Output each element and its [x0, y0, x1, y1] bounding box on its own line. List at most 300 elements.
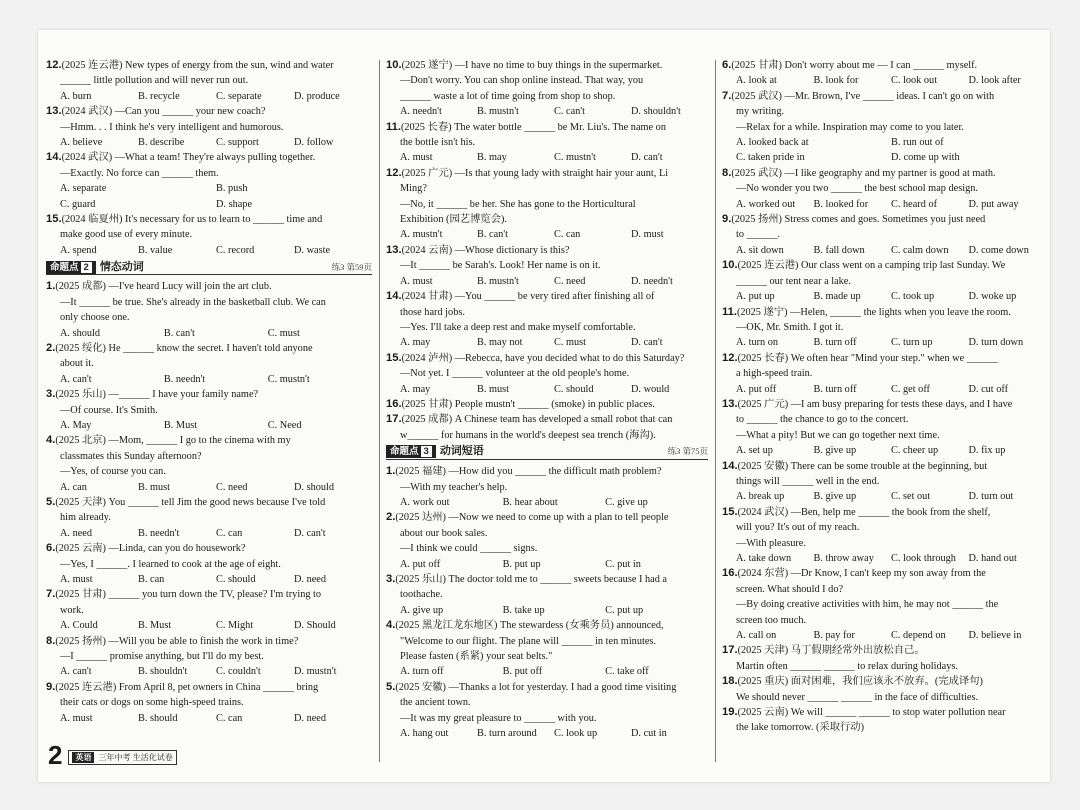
answer-option[interactable]: C. can — [216, 527, 243, 539]
answer-option[interactable]: B. take up — [502, 604, 545, 616]
answer-option[interactable]: D. should — [294, 481, 335, 493]
answer-option[interactable]: D. woke up — [968, 291, 1017, 303]
answer-option[interactable]: C. cheer up — [891, 445, 939, 457]
question-line — [722, 643, 1046, 658]
question-text: (2025 甘肃) People mustn't ______ (smoke) in public places. — [401, 398, 655, 410]
question-line — [386, 181, 708, 196]
question-text: toothache. — [400, 589, 443, 601]
question-line — [722, 89, 1046, 104]
question-item — [46, 279, 372, 341]
question-line — [46, 403, 372, 418]
answer-option[interactable]: A. spend — [60, 244, 97, 256]
question-number: 2. — [386, 511, 396, 524]
answer-option[interactable]: B. should — [138, 712, 178, 724]
question-text: screen too much. — [736, 614, 807, 626]
answer-option[interactable]: A. turn off — [400, 666, 444, 678]
question-line — [386, 120, 708, 135]
question-text: (2025 扬州) Stress comes and goes. Sometimes you just need — [731, 214, 986, 226]
answer-options — [722, 135, 1046, 150]
question-item — [46, 104, 372, 150]
answer-option[interactable]: C. separate — [216, 90, 262, 102]
question-line — [386, 289, 708, 304]
answer-options — [722, 150, 1046, 165]
answer-options — [46, 243, 372, 258]
answer-option[interactable]: A. can — [60, 481, 87, 493]
question-number: 10. — [386, 59, 402, 71]
question-number: 8. — [46, 634, 56, 647]
answer-options — [722, 489, 1046, 504]
answer-option[interactable]: A. give up — [400, 604, 444, 616]
answer-option[interactable]: C. should — [216, 574, 256, 585]
question-text: —With pleasure. — [736, 537, 806, 549]
answer-option[interactable]: A. should — [60, 327, 101, 339]
question-line — [46, 73, 372, 88]
answer-option[interactable]: A. must — [400, 275, 433, 287]
answer-option[interactable]: D. mustn't — [294, 666, 337, 678]
answer-option[interactable]: D. follow — [294, 137, 334, 149]
answer-option[interactable]: B. can't — [163, 327, 195, 339]
answer-option[interactable]: C. set out — [891, 491, 931, 503]
answer-option[interactable]: B. throw away — [813, 553, 874, 564]
answer-option[interactable]: B. turn off — [813, 383, 857, 395]
answer-option[interactable]: C. need — [216, 481, 248, 493]
answer-option[interactable]: B. looked for — [813, 198, 869, 210]
question-item — [386, 572, 708, 618]
question-text: classmates this Sunday afternoon? — [60, 450, 202, 462]
answer-option[interactable]: C. look out — [891, 75, 938, 87]
question-line — [722, 428, 1046, 443]
question-line — [46, 449, 372, 464]
answer-option[interactable]: D. believe in — [968, 630, 1022, 642]
section-title-group — [386, 444, 484, 459]
answer-option[interactable]: D. shape — [216, 198, 253, 210]
answer-option[interactable]: B. put off — [502, 666, 543, 678]
question-text: (2025 重庆) 面对困难，我们应该永不放弃。(完成译句) — [737, 676, 983, 688]
section-tag-number: 2 — [81, 262, 92, 273]
answer-option[interactable]: D. need — [294, 712, 327, 724]
answer-option[interactable]: D. cut in — [631, 728, 667, 740]
answer-option[interactable]: C. must — [554, 337, 587, 349]
question-line — [46, 120, 372, 135]
answer-options — [722, 197, 1046, 212]
question-number: 9. — [46, 680, 56, 693]
question-number: 12. — [722, 351, 738, 364]
question-line — [386, 243, 708, 258]
answer-option[interactable]: C. put in — [605, 558, 641, 570]
answer-option[interactable]: C. Need — [267, 419, 302, 431]
question-line — [386, 541, 708, 556]
answer-option[interactable]: B. needn't — [163, 373, 206, 385]
answer-options — [722, 73, 1046, 88]
answer-option[interactable]: A. sit down — [736, 244, 784, 256]
answer-option[interactable]: C. can't — [554, 106, 586, 118]
question-line — [722, 274, 1046, 289]
answer-option[interactable]: B. can't — [477, 229, 509, 241]
question-line — [722, 705, 1046, 720]
question-text: (2025 扬州) —Will you be able to finish the work in time? — [55, 635, 299, 647]
subject-label: 英语 — [72, 752, 94, 763]
answer-option[interactable]: B. push — [216, 183, 248, 195]
question-text: (2025 连云港) Our class went on a camping trip last Sunday. We — [737, 260, 1006, 272]
question-line — [46, 541, 372, 556]
question-text: —Exactly. No force can ______ them. — [60, 167, 219, 179]
answer-option[interactable]: B. value — [138, 244, 173, 256]
answer-options — [46, 89, 372, 104]
answer-option[interactable]: B. Must — [163, 419, 198, 431]
question-line — [46, 58, 372, 73]
answer-option[interactable]: C. look through — [891, 553, 956, 564]
question-item — [46, 587, 372, 633]
answer-option[interactable]: C. guard — [60, 198, 96, 210]
question-item — [722, 643, 1046, 674]
question-number: 3. — [386, 573, 396, 585]
answer-option[interactable]: D. turn down — [968, 337, 1024, 349]
question-text: to ______. — [736, 229, 781, 241]
question-line — [386, 197, 708, 212]
question-line — [722, 582, 1046, 597]
section-tag — [46, 261, 96, 274]
question-text: —I think we could ______ signs. — [400, 543, 538, 555]
answer-option[interactable]: C. take off — [605, 666, 649, 678]
answer-option[interactable]: A. separate — [60, 183, 107, 195]
question-line — [722, 366, 1046, 381]
answer-option[interactable]: C. mustn't — [267, 373, 310, 385]
question-line — [722, 120, 1046, 135]
question-text: (2025 北京) —Mom, ______ I go to the cinema with my — [55, 435, 291, 447]
question-line — [386, 58, 708, 73]
question-item — [46, 634, 372, 680]
answer-options — [722, 243, 1046, 258]
answer-options — [386, 495, 708, 510]
answer-options — [386, 227, 708, 242]
answer-option[interactable]: A. may — [400, 383, 431, 395]
question-line — [46, 310, 372, 325]
answer-option[interactable]: C. depend on — [891, 630, 946, 642]
question-text: "Welcome to our flight. The plane will ______ in ten minutes. — [400, 635, 656, 647]
question-number: 10. — [722, 259, 738, 272]
question-line — [46, 150, 372, 165]
answer-option[interactable]: D. can't — [294, 527, 326, 539]
answer-option[interactable]: C. support — [216, 137, 259, 149]
question-number: 3. — [46, 388, 56, 401]
question-text: —Yes. I'll take a deep rest and make myself comfortable. — [400, 321, 636, 333]
answer-option[interactable]: B. give up — [813, 491, 857, 503]
question-line — [386, 166, 708, 181]
question-number: 6. — [46, 542, 56, 555]
question-text: —No, it ______ be her. She has gone to the Horticultural — [400, 198, 636, 210]
answer-option[interactable]: A. believe — [60, 137, 103, 149]
answer-options — [46, 135, 372, 150]
question-line — [386, 572, 708, 587]
question-line — [722, 166, 1046, 181]
answer-option[interactable]: A. burn — [60, 90, 92, 102]
question-number: 16. — [386, 397, 402, 410]
question-text: —By doing creative activities with him, he may not ______ the — [736, 599, 999, 611]
section-page-ref: 练3 第59页 — [331, 261, 372, 272]
answer-option[interactable]: A. must — [400, 152, 433, 164]
question-line — [722, 674, 1046, 689]
answer-options — [46, 372, 372, 387]
question-line — [386, 695, 708, 710]
question-line — [722, 520, 1046, 535]
answer-option[interactable]: C. must — [267, 327, 300, 339]
answer-option[interactable]: A. May — [60, 419, 92, 431]
answer-option[interactable]: D. produce — [294, 90, 340, 102]
question-text: about it. — [60, 358, 94, 370]
answer-options — [386, 104, 708, 119]
answer-option[interactable]: C. can — [216, 712, 243, 724]
answer-options — [386, 335, 708, 350]
answer-option[interactable]: A. can't — [60, 373, 92, 385]
answer-option[interactable]: C. turn up — [891, 337, 933, 349]
answer-option[interactable]: B. made up — [813, 291, 861, 303]
question-text: —Yes, of course you can. — [60, 466, 166, 478]
question-text: (2024 泸州) —Rebecca, have you decided what to do this Saturday? — [401, 352, 685, 364]
question-line — [386, 73, 708, 88]
question-number: 9. — [722, 213, 732, 226]
question-line — [386, 305, 708, 320]
subject-badge — [68, 750, 176, 765]
answer-option[interactable]: A. can't — [60, 666, 92, 678]
answer-option[interactable]: A. call on — [736, 630, 777, 642]
question-text: Ming? — [400, 183, 427, 195]
question-item — [386, 243, 708, 289]
question-number: 14. — [722, 459, 738, 472]
answer-option[interactable]: C. couldn't — [216, 666, 261, 678]
answer-option[interactable]: B. put up — [502, 558, 541, 570]
answer-option[interactable]: B. fall down — [813, 244, 865, 256]
question-number: 17. — [386, 413, 402, 426]
answer-option[interactable]: A. may — [400, 337, 431, 349]
answer-option[interactable]: B. turn around — [477, 728, 537, 740]
answer-option[interactable]: A. need — [60, 527, 93, 539]
question-item — [722, 58, 1046, 89]
answer-option[interactable]: B. can — [138, 574, 165, 585]
answer-option[interactable]: B. shouldn't — [138, 666, 188, 678]
answer-option[interactable]: B. mustn't — [477, 106, 519, 118]
answer-option[interactable]: C. put up — [605, 604, 644, 616]
answer-option[interactable]: C. calm down — [891, 244, 949, 256]
answer-option[interactable]: B. turn off — [813, 337, 857, 349]
question-text: —Not yet. I ______ volunteer at the old people's home. — [400, 368, 630, 380]
column-divider — [379, 60, 380, 762]
question-line — [46, 649, 372, 664]
question-line — [46, 279, 372, 294]
question-text: ______ our tent near a lake. — [736, 275, 851, 287]
question-line — [386, 412, 708, 427]
answer-options — [722, 289, 1046, 304]
answer-option[interactable]: D. waste — [294, 244, 331, 256]
question-text: —Of course. It's Smith. — [60, 404, 158, 416]
answer-options — [386, 274, 708, 289]
question-line — [386, 510, 708, 525]
answer-option[interactable]: C. get off — [891, 383, 930, 395]
answer-option[interactable]: D. turn out — [968, 491, 1014, 503]
answer-option[interactable]: A. put off — [400, 558, 441, 570]
question-number: 12. — [46, 59, 62, 71]
answer-option[interactable]: C. need — [554, 275, 586, 287]
question-text: the bottle isn't his. — [400, 137, 476, 149]
answer-options — [46, 711, 372, 726]
answer-option[interactable]: B. recycle — [138, 90, 180, 102]
answer-option[interactable]: B. hear about — [502, 496, 558, 508]
answer-option[interactable]: D. need — [294, 574, 327, 585]
question-number: 6. — [722, 59, 732, 71]
answer-options — [386, 726, 708, 741]
answer-option[interactable]: A. break up — [736, 491, 785, 503]
answer-options — [722, 382, 1046, 397]
answer-options — [722, 335, 1046, 350]
answer-option[interactable]: D. Should — [294, 620, 336, 632]
answer-option[interactable]: B. describe — [138, 137, 185, 149]
question-line — [386, 618, 708, 633]
answer-option[interactable]: B. pay for — [813, 630, 855, 642]
answer-option[interactable]: C. should — [554, 383, 594, 395]
question-line — [722, 613, 1046, 628]
question-text: (2025 云南) —Linda, can you do housework? — [55, 543, 246, 555]
answer-option[interactable]: B. may not — [477, 337, 523, 349]
question-text: the lake tomorrow. (采取行动) — [736, 722, 865, 734]
answer-option[interactable]: C. give up — [605, 496, 648, 508]
answer-option[interactable]: D. hand out — [968, 553, 1017, 564]
answer-option[interactable]: A. take down — [736, 553, 792, 564]
answer-option[interactable]: D. fix up — [968, 445, 1006, 457]
question-item — [46, 212, 372, 258]
answer-option[interactable]: D. come down — [968, 244, 1029, 256]
question-text: We should never ______ ______ in the face of difficulties. — [736, 691, 979, 703]
answer-option[interactable]: B. may — [477, 152, 507, 164]
answer-option[interactable]: D. cut off — [968, 383, 1009, 395]
answer-options — [46, 664, 372, 679]
answer-option[interactable]: C. record — [216, 244, 255, 256]
answer-option[interactable]: C. look up — [554, 728, 598, 740]
answer-option[interactable]: D. put away — [968, 198, 1019, 210]
answer-option[interactable]: A. worked out — [736, 198, 796, 210]
answer-option[interactable]: A. look at — [736, 75, 777, 87]
answer-option[interactable]: A. must — [60, 574, 93, 585]
answer-option[interactable]: D. can't — [631, 337, 663, 349]
answer-option[interactable]: D. would — [631, 383, 670, 395]
answer-option[interactable]: A. work out — [400, 496, 450, 508]
question-item — [722, 459, 1046, 505]
question-line — [46, 356, 372, 371]
answer-option[interactable]: A. Could — [60, 620, 98, 632]
question-text: —Hmm. . . I think he's very intelligent and humorous. — [60, 121, 284, 133]
question-item — [46, 150, 372, 212]
question-line — [722, 181, 1046, 196]
column-left — [46, 58, 372, 764]
answer-option[interactable]: A. looked back at — [736, 137, 809, 149]
answer-option[interactable]: B. give up — [813, 445, 857, 457]
answer-options — [46, 526, 372, 541]
answer-option[interactable]: B. must — [477, 383, 510, 395]
question-item — [386, 397, 708, 412]
question-item — [722, 258, 1046, 304]
answer-option[interactable]: C. can — [554, 229, 581, 241]
question-number: 1. — [46, 280, 56, 293]
question-line — [386, 464, 708, 479]
answer-option[interactable]: B. mustn't — [477, 275, 519, 287]
answer-option[interactable]: D. come up with — [891, 152, 960, 164]
answer-option[interactable]: D. must — [631, 229, 664, 241]
question-text: (2025 黑龙江龙东地区) The stewardess (女乘务员) announced, — [395, 620, 664, 632]
question-text: to ______ the chance to go to the concert. — [736, 414, 909, 426]
answer-option[interactable]: B. must — [138, 481, 171, 493]
answer-option[interactable]: C. took up — [891, 291, 935, 303]
question-text: make good use of every minute. — [60, 229, 193, 241]
question-text: about our book sales. — [400, 527, 488, 539]
question-text: their cats or dogs on some high-speed trains. — [60, 697, 244, 709]
answer-options — [46, 572, 372, 587]
answer-option[interactable]: D. shouldn't — [631, 106, 681, 118]
answer-option[interactable]: B. Must — [138, 620, 172, 632]
question-text: (2025 成都) —I've heard Lucy will join the art club. — [55, 281, 272, 293]
question-text: a high-speed train. — [736, 368, 813, 380]
answer-options — [386, 664, 708, 679]
question-item — [722, 505, 1046, 567]
question-text: —Don't worry. You can shop online instead. That way, you — [400, 75, 644, 87]
question-text: (2025 安徽) There can be some trouble at the beginning, but — [737, 460, 988, 472]
answer-option[interactable]: B. run out of — [891, 137, 944, 149]
answer-option[interactable]: A. turn on — [736, 337, 779, 349]
question-number: 16. — [722, 567, 738, 580]
answer-option[interactable]: C. taken pride in — [736, 152, 805, 164]
question-text: things will ______ well in the end. — [736, 475, 880, 487]
answer-option[interactable]: B. needn't — [138, 527, 180, 539]
answer-option[interactable]: D. can't — [631, 152, 663, 164]
question-line — [46, 557, 372, 572]
answer-option[interactable]: A. must — [60, 712, 93, 724]
question-number: 4. — [46, 434, 56, 447]
section-tag — [386, 445, 436, 458]
question-text: (2025 成都) A Chinese team has developed a small robot that can — [401, 414, 673, 426]
page-footer — [48, 738, 177, 768]
answer-options — [46, 418, 372, 433]
question-line — [386, 320, 708, 335]
answer-option[interactable]: D. needn't — [631, 275, 673, 287]
answer-option[interactable]: C. mustn't — [554, 152, 596, 164]
answer-options — [46, 197, 372, 212]
answer-option[interactable]: A. set up — [736, 445, 773, 457]
question-line — [722, 104, 1046, 119]
question-line — [722, 536, 1046, 551]
question-line — [722, 397, 1046, 412]
answer-option[interactable]: A. hang out — [400, 728, 449, 740]
question-number: 11. — [386, 120, 401, 133]
question-item — [722, 566, 1046, 643]
answer-option[interactable]: A. put off — [736, 383, 777, 395]
question-line — [386, 258, 708, 273]
question-line — [722, 659, 1046, 674]
question-item — [722, 705, 1046, 736]
answer-option[interactable]: C. Might — [216, 620, 254, 632]
question-line — [386, 212, 708, 227]
section-title: 动词短语 — [439, 445, 484, 458]
answer-option[interactable]: B. look for — [813, 75, 859, 87]
question-line — [46, 433, 372, 448]
answer-option[interactable]: A. put up — [736, 291, 775, 303]
answer-option[interactable]: A. needn't — [400, 106, 442, 118]
answer-options — [46, 480, 372, 495]
question-text: (2024 东营) —Dr Know, I can't keep my son away from the — [737, 568, 986, 580]
answer-option[interactable]: A. mustn't — [400, 229, 443, 241]
question-line — [386, 480, 708, 495]
question-item — [386, 289, 708, 351]
question-item — [386, 464, 708, 510]
question-text: (2025 天津) You ______ tell Jim the good news because I've told — [55, 496, 326, 508]
answer-option[interactable]: C. heard of — [891, 198, 938, 210]
answer-option[interactable]: D. look after — [968, 75, 1021, 87]
